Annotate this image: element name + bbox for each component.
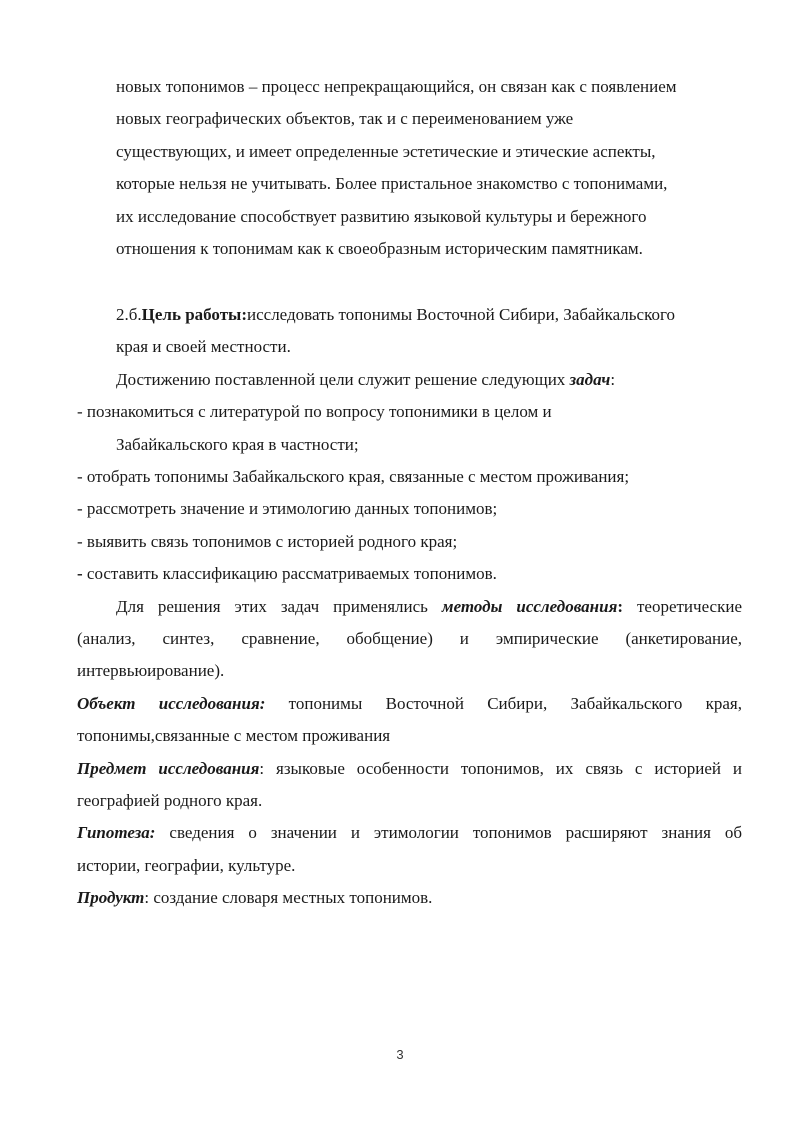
hypothesis-line [77, 822, 742, 844]
task-text: составить классификацию рассматриваемых топонимов. [82, 564, 497, 583]
task-item: - рассмотреть значение и этимологию данных топонимов; [77, 499, 498, 518]
object-line [77, 693, 742, 715]
tasks-intro-suffix: : [610, 370, 616, 389]
task-item: - познакомиться с литературой по вопросу топонимики в целом и [77, 402, 552, 421]
product-text: : создание словаря местных топонимов. [144, 888, 433, 907]
intro-line: которые нельзя не учитывать. Более пристальное знакомство с топонимами, [116, 174, 668, 193]
intro-line: новых географических объектов, так и с переименованием уже [116, 109, 574, 128]
product-label: Продукт [77, 888, 145, 907]
task-item-continued: Забайкальского края в частности; [116, 435, 359, 454]
subject-line [77, 758, 742, 780]
goal-text: исследовать топонимы Восточной Сибири, Забайкальского [247, 305, 676, 324]
object-text: топонимы Восточной Сибири, Забайкальского края, [265, 694, 742, 713]
tasks-intro-text: Достижению поставленной цели служит решение следующих [116, 370, 570, 389]
methods-line: (анализ, синтез, сравнение, обобщение) и эмпирические (анкетирование, [77, 629, 742, 648]
task-item: - выявить связь топонимов с историей родного края; [77, 532, 458, 551]
goal-line [116, 304, 675, 326]
hypothesis-label: Гипотеза: [77, 823, 156, 842]
goal-prefix: 2.б. [116, 305, 142, 324]
subject-line-continued: географией родного края. [77, 791, 263, 810]
goal-label: Цель работы: [141, 305, 247, 324]
methods-line: интервьюирование). [77, 661, 225, 680]
task-item [77, 563, 497, 585]
methods-rest: теоретические [623, 597, 742, 616]
intro-line: существующих, и имеет определенные эстетические и этические аспекты, [116, 142, 656, 161]
product-line [77, 887, 432, 909]
intro-line: отношения к топонимам как к своеобразным историческим памятникам. [116, 239, 643, 258]
subject-label: Предмет исследования [77, 759, 260, 778]
page-number: 3 [396, 1047, 404, 1062]
methods-label: методы исследования [441, 597, 618, 616]
hypothesis-text: сведения о значении и этимологии топонимов расширяют знания об [155, 823, 742, 842]
task-dash: - [77, 564, 83, 583]
methods-text: Для решения этих задач применялись [116, 597, 442, 616]
tasks-emphasis: задач [569, 370, 611, 389]
methods-line [116, 596, 742, 618]
methods-colon: : [617, 597, 623, 616]
intro-line: новых топонимов – процесс непрекращающийся, он связан как с появлением [116, 77, 677, 96]
subject-text: : языковые особенности топонимов, их связь с историей и [259, 759, 742, 778]
object-label: Объект исследования: [77, 694, 266, 713]
task-item: - отобрать топонимы Забайкальского края, связанные с местом проживания; [77, 467, 630, 486]
object-line-continued: топонимы,связанные с местом проживания [77, 726, 391, 745]
intro-line: их исследование способствует развитию языковой культуры и бережного [116, 207, 647, 226]
tasks-intro [116, 369, 615, 391]
goal-line-continued: края и своей местности. [116, 337, 291, 356]
hypothesis-line-continued: истории, географии, культуре. [77, 856, 296, 875]
